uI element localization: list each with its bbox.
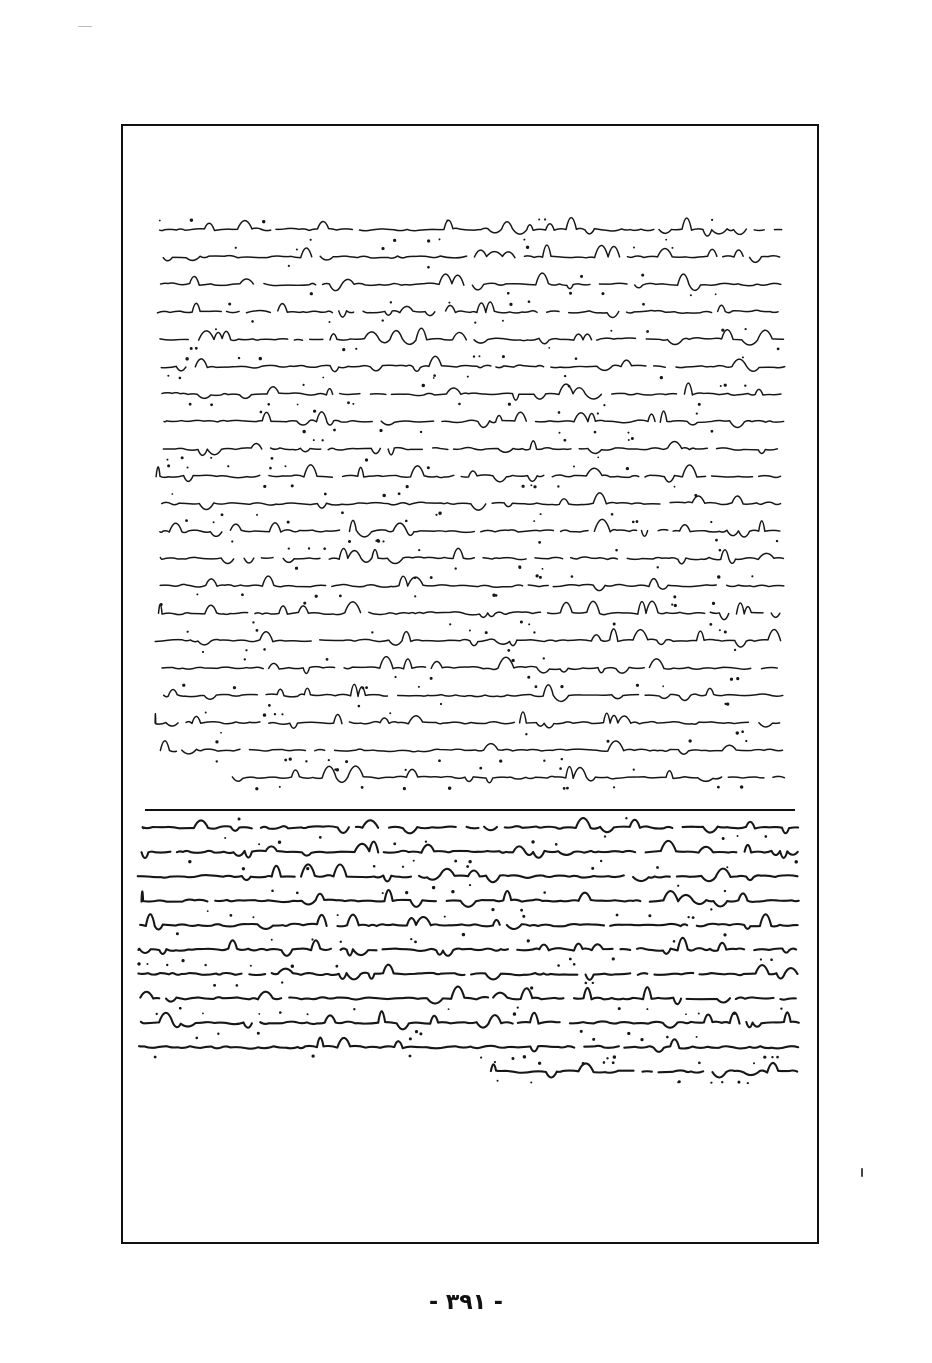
handwriting-lower-block <box>123 126 817 1242</box>
page-number: - ٣٩١ - <box>429 1290 503 1315</box>
corner-mark <box>78 26 92 27</box>
margin-mark <box>861 1168 863 1177</box>
manuscript-frame <box>121 124 819 1244</box>
